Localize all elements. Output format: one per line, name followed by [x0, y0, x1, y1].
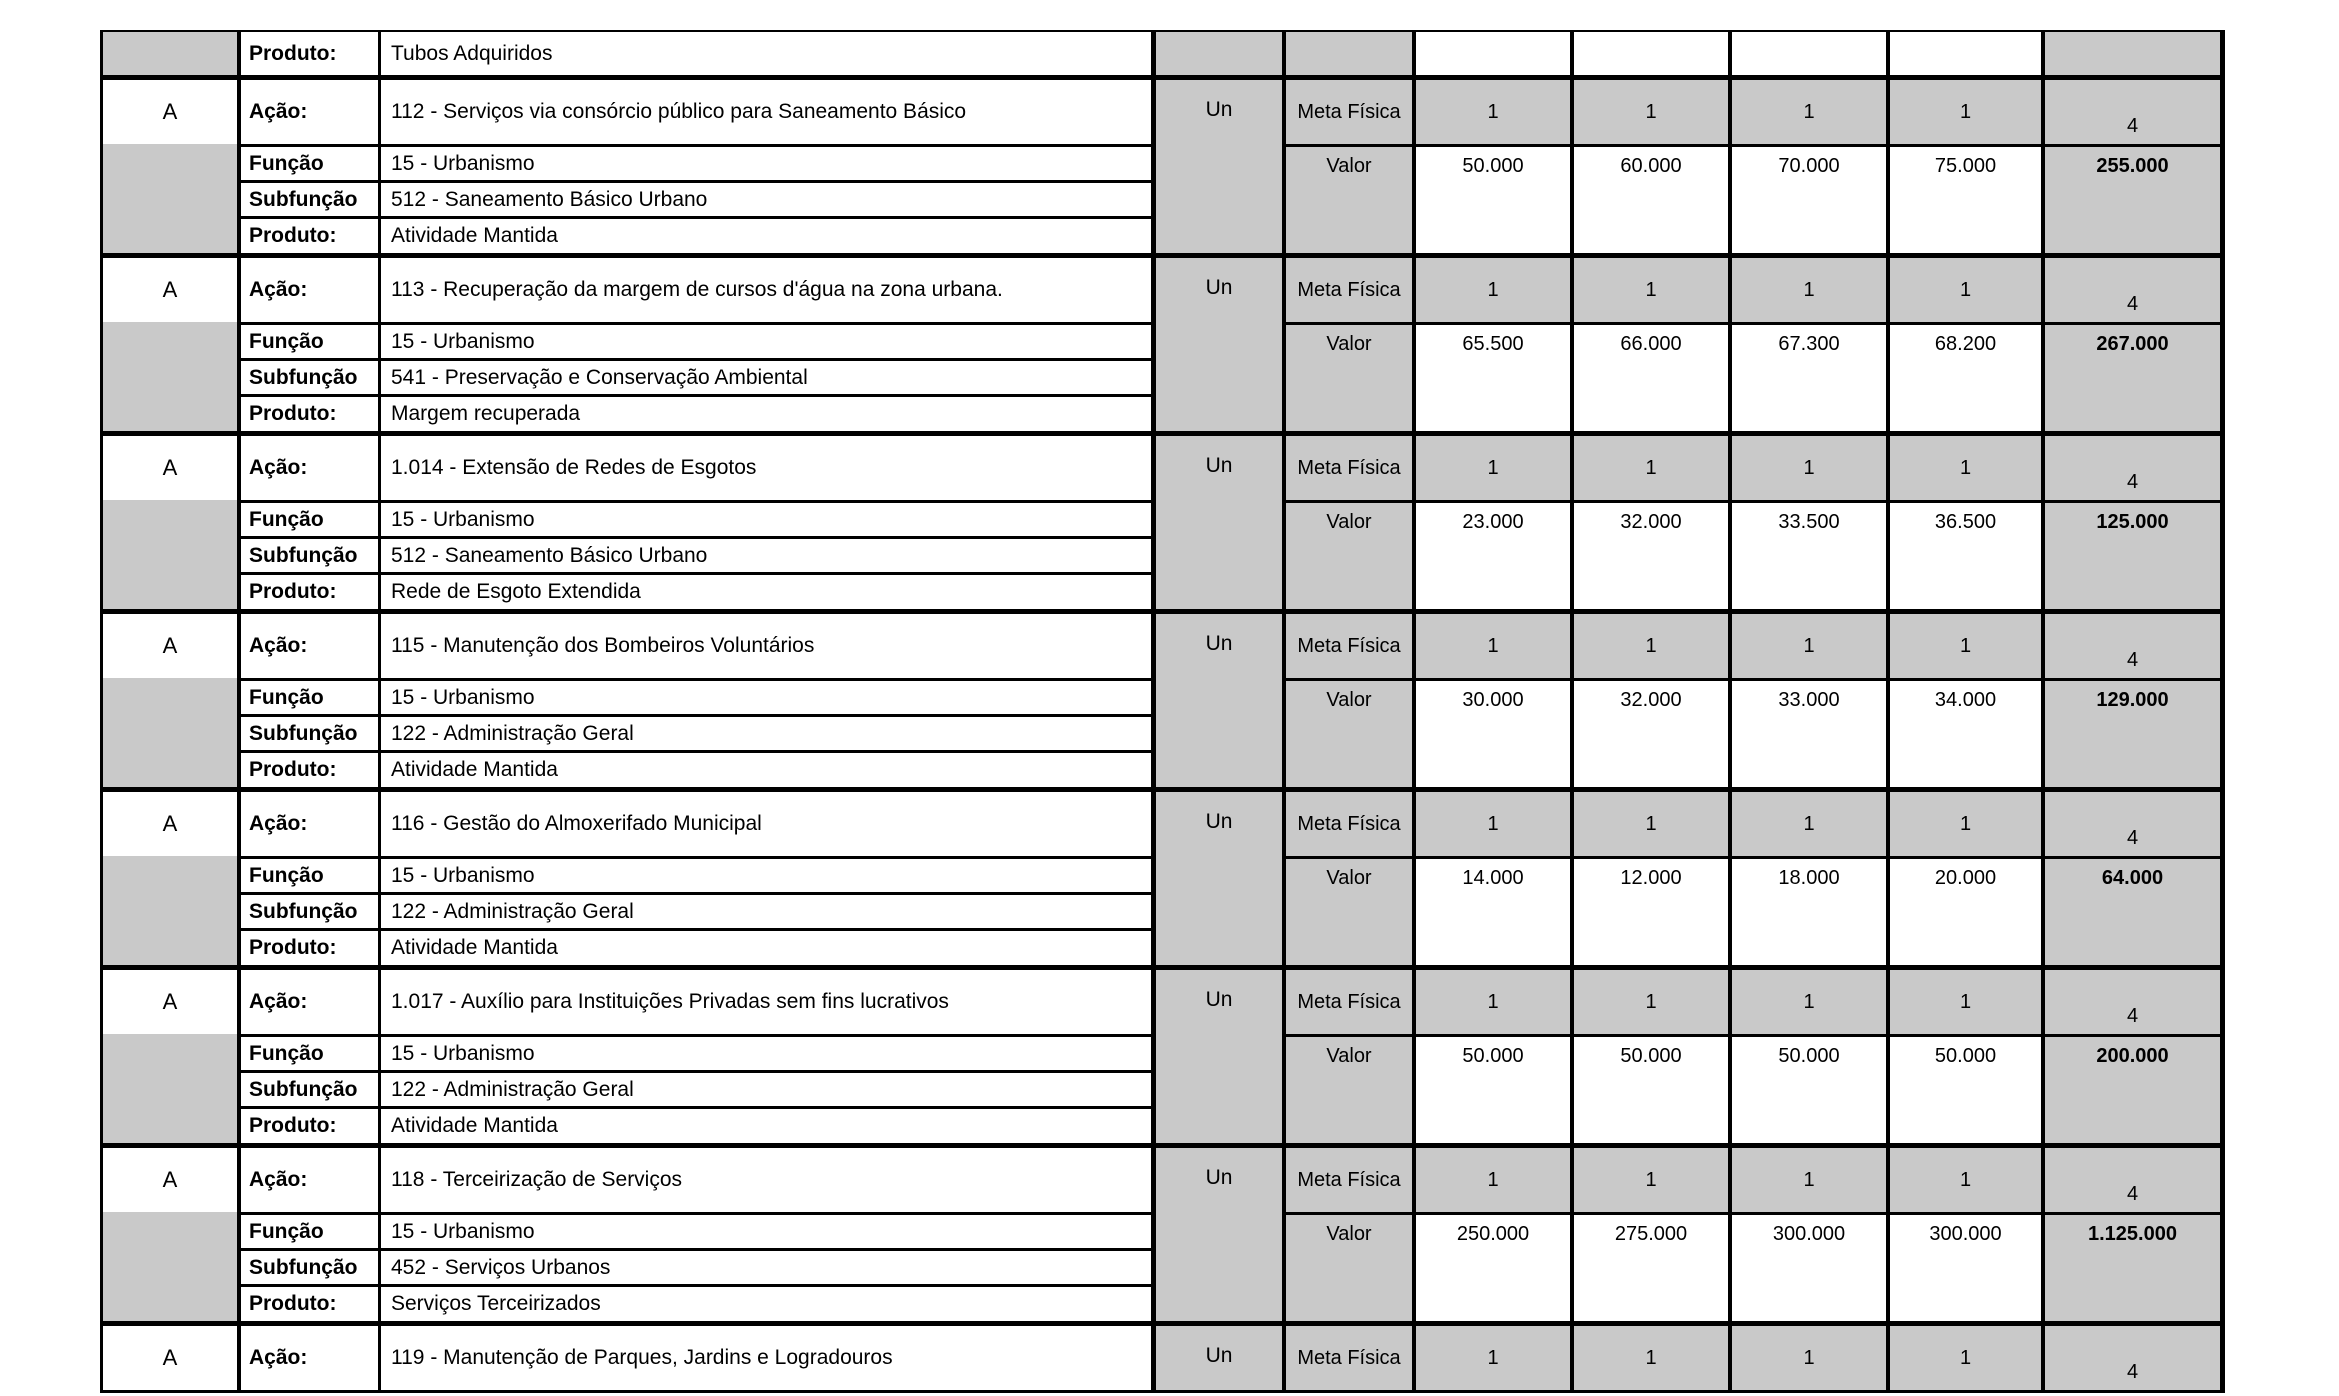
- meta-value-4: 1: [1890, 1148, 2045, 1212]
- valor-value-2: 275.000: [1574, 1212, 1732, 1321]
- subfunction-label: Subfunção: [241, 536, 381, 572]
- function-label: Função: [241, 856, 381, 892]
- valor-value-3: 70.000: [1732, 144, 1890, 253]
- table-body: [103, 75, 2225, 1321]
- indicator-cell: A: [103, 258, 241, 322]
- action-description: 112 - Serviços via consórcio público para Saneamento Básico: [381, 80, 1156, 144]
- meta-value-1: 1: [1416, 436, 1574, 500]
- indicator-cell: A: [103, 970, 241, 1034]
- unit-cell: [1156, 32, 1286, 75]
- unit-cell: Un: [1156, 80, 1286, 253]
- meta-value-2: 1: [1574, 1148, 1732, 1212]
- value-cell-1: [1416, 32, 1574, 75]
- action-block: [103, 75, 2225, 253]
- meta-fisica-label: Meta Física: [1286, 792, 1416, 856]
- valor-total: 129.000: [2045, 678, 2225, 787]
- action-label: Ação:: [241, 970, 381, 1034]
- valor-value-3: 67.300: [1732, 322, 1890, 431]
- product-label: Produto:: [241, 394, 381, 431]
- valor-total: 267.000: [2045, 322, 2225, 431]
- indicator-cell: A: [103, 436, 241, 500]
- subfunction-value: 541 - Preservação e Conservação Ambiental: [381, 358, 1156, 394]
- valor-value-4: 20.000: [1890, 856, 2045, 965]
- meta-value-3: 1: [1732, 792, 1890, 856]
- valor-value-4: 34.000: [1890, 678, 2045, 787]
- valor-total: 125.000: [2045, 500, 2225, 609]
- valor-label: Valor: [1286, 144, 1416, 253]
- indicator-cell: A: [103, 1148, 241, 1212]
- subfunction-label: Subfunção: [241, 358, 381, 394]
- valor-total: 200.000: [2045, 1034, 2225, 1143]
- indicator-spacer-cell: [103, 322, 241, 431]
- subfunction-value: 122 - Administração Geral: [381, 1070, 1156, 1106]
- valor-label: Valor: [1286, 500, 1416, 609]
- action-description: 116 - Gestão do Almoxerifado Municipal: [381, 792, 1156, 856]
- product-value: Serviços Terceirizados: [381, 1284, 1156, 1321]
- action-label: Ação:: [241, 1148, 381, 1212]
- meta-value-2: 1: [1574, 258, 1732, 322]
- meta-fisica-label: Meta Física: [1286, 1148, 1416, 1212]
- function-value: 15 - Urbanismo: [381, 1034, 1156, 1070]
- meta-value-3: 1: [1732, 258, 1890, 322]
- meta-value-3: 1: [1732, 1326, 1890, 1390]
- meta-fisica-label: Meta Física: [1286, 614, 1416, 678]
- valor-total: 1.125.000: [2045, 1212, 2225, 1321]
- subfunction-value: 122 - Administração Geral: [381, 892, 1156, 928]
- function-label: Função: [241, 500, 381, 536]
- meta-value-1: 1: [1416, 792, 1574, 856]
- meta-value-2: 1: [1574, 970, 1732, 1034]
- valor-label: Valor: [1286, 678, 1416, 787]
- product-label: Produto:: [241, 1284, 381, 1321]
- action-label: Ação:: [241, 436, 381, 500]
- valor-value-4: 300.000: [1890, 1212, 2045, 1321]
- meta-value-2: 1: [1574, 792, 1732, 856]
- valor-value-3: 50.000: [1732, 1034, 1890, 1143]
- function-label: Função: [241, 144, 381, 180]
- product-value: Rede de Esgoto Extendida: [381, 572, 1156, 609]
- action-block: [103, 1143, 2225, 1321]
- subfunction-label: Subfunção: [241, 1248, 381, 1284]
- valor-value-2: 32.000: [1574, 678, 1732, 787]
- meta-total: 4: [2045, 1326, 2225, 1390]
- action-block: [103, 431, 2225, 609]
- indicator-cell: A: [103, 792, 241, 856]
- unit-cell: Un: [1156, 614, 1286, 787]
- action-block: [103, 253, 2225, 431]
- function-value: 15 - Urbanismo: [381, 500, 1156, 536]
- action-label: Ação:: [241, 1326, 381, 1390]
- indicator-cell: A: [103, 80, 241, 144]
- action-label: Ação:: [241, 80, 381, 144]
- meta-value-4: 1: [1890, 614, 2045, 678]
- product-label: Produto:: [241, 1106, 381, 1143]
- meta-value-3: 1: [1732, 436, 1890, 500]
- function-value: 15 - Urbanismo: [381, 678, 1156, 714]
- meta-total: 4: [2045, 258, 2225, 322]
- valor-label: Valor: [1286, 322, 1416, 431]
- meta-fisica-label: Meta Física: [1286, 1326, 1416, 1390]
- value-cell-3: [1732, 32, 1890, 75]
- meta-value-4: 1: [1890, 792, 2045, 856]
- meta-value-3: 1: [1732, 80, 1890, 144]
- valor-value-2: 50.000: [1574, 1034, 1732, 1143]
- valor-value-1: 23.000: [1416, 500, 1574, 609]
- valor-label: Valor: [1286, 1212, 1416, 1321]
- valor-value-4: 68.200: [1890, 322, 2045, 431]
- product-value: Atividade Mantida: [381, 928, 1156, 965]
- unit-cell: Un: [1156, 436, 1286, 609]
- bottom-partial-block: [103, 1321, 2225, 1393]
- product-label: Produto:: [241, 32, 381, 75]
- valor-value-3: 33.000: [1732, 678, 1890, 787]
- subfunction-label: Subfunção: [241, 1070, 381, 1106]
- value-cell-2: [1574, 32, 1732, 75]
- valor-value-1: 50.000: [1416, 144, 1574, 253]
- valor-value-1: 14.000: [1416, 856, 1574, 965]
- indicator-cell: [103, 32, 241, 75]
- meta-value-1: 1: [1416, 1326, 1574, 1390]
- product-label: Produto:: [241, 750, 381, 787]
- meta-value-1: 1: [1416, 80, 1574, 144]
- total-cell: [2045, 32, 2225, 75]
- action-block: [103, 609, 2225, 787]
- function-value: 15 - Urbanismo: [381, 856, 1156, 892]
- subfunction-label: Subfunção: [241, 180, 381, 216]
- action-label: Ação:: [241, 792, 381, 856]
- value-cell-4: [1890, 32, 2045, 75]
- product-label: Produto:: [241, 928, 381, 965]
- meta-value-3: 1: [1732, 970, 1890, 1034]
- product-value: Tubos Adquiridos: [381, 32, 1156, 75]
- valor-value-1: 30.000: [1416, 678, 1574, 787]
- product-label: Produto:: [241, 216, 381, 253]
- function-value: 15 - Urbanismo: [381, 1212, 1156, 1248]
- valor-label: Valor: [1286, 1034, 1416, 1143]
- valor-value-1: 65.500: [1416, 322, 1574, 431]
- unit-cell: Un: [1156, 970, 1286, 1143]
- product-value: Margem recuperada: [381, 394, 1156, 431]
- action-description: 1.017 - Auxílio para Instituições Privadas sem fins lucrativos: [381, 970, 1156, 1034]
- action-description: 113 - Recuperação da margem de cursos d'água na zona urbana.: [381, 258, 1156, 322]
- action-label: Ação:: [241, 614, 381, 678]
- valor-value-2: 60.000: [1574, 144, 1732, 253]
- indicator-spacer-cell: [103, 1212, 241, 1321]
- meta-fisica-label: Meta Física: [1286, 970, 1416, 1034]
- subfunction-value: 122 - Administração Geral: [381, 714, 1156, 750]
- function-label: Função: [241, 322, 381, 358]
- meta-fisica-label: Meta Física: [1286, 436, 1416, 500]
- meta-value-2: 1: [1574, 1326, 1732, 1390]
- unit-cell: Un: [1156, 1148, 1286, 1321]
- subfunction-value: 452 - Serviços Urbanos: [381, 1248, 1156, 1284]
- indicator-cell: A: [103, 614, 241, 678]
- meta-value-2: 1: [1574, 80, 1732, 144]
- valor-total: 255.000: [2045, 144, 2225, 253]
- product-label: Produto:: [241, 572, 381, 609]
- product-value: Atividade Mantida: [381, 750, 1156, 787]
- valor-label: Valor: [1286, 856, 1416, 965]
- meta-fisica-label: Meta Física: [1286, 258, 1416, 322]
- valor-value-4: 75.000: [1890, 144, 2045, 253]
- meta-value-1: 1: [1416, 614, 1574, 678]
- valor-value-3: 18.000: [1732, 856, 1890, 965]
- subfunction-label: Subfunção: [241, 714, 381, 750]
- meta-total: 4: [2045, 614, 2225, 678]
- product-value: Atividade Mantida: [381, 216, 1156, 253]
- indicator-spacer-cell: [103, 144, 241, 253]
- unit-cell: Un: [1156, 792, 1286, 965]
- meta-value-4: 1: [1890, 436, 2045, 500]
- valor-value-2: 32.000: [1574, 500, 1732, 609]
- unit-cell: Un: [1156, 258, 1286, 431]
- valor-value-2: 12.000: [1574, 856, 1732, 965]
- meta-value-2: 1: [1574, 436, 1732, 500]
- meta-value-4: 1: [1890, 80, 2045, 144]
- meta-value-2: 1: [1574, 614, 1732, 678]
- action-block: [103, 787, 2225, 965]
- indicator-spacer-cell: [103, 856, 241, 965]
- meta-value-1: 1: [1416, 258, 1574, 322]
- meta-value-3: 1: [1732, 614, 1890, 678]
- product-value: Atividade Mantida: [381, 1106, 1156, 1143]
- valor-value-3: 33.500: [1732, 500, 1890, 609]
- action-block: [103, 965, 2225, 1143]
- valor-value-1: 250.000: [1416, 1212, 1574, 1321]
- function-label: Função: [241, 1034, 381, 1070]
- function-label: Função: [241, 678, 381, 714]
- indicator-cell: A: [103, 1326, 241, 1390]
- top-partial-row: [103, 30, 2225, 75]
- indicator-spacer-cell: [103, 678, 241, 787]
- valor-value-1: 50.000: [1416, 1034, 1574, 1143]
- valor-value-2: 66.000: [1574, 322, 1732, 431]
- valor-value-4: 36.500: [1890, 500, 2045, 609]
- indicator-spacer-cell: [103, 1034, 241, 1143]
- action-description: 115 - Manutenção dos Bombeiros Voluntários: [381, 614, 1156, 678]
- meta-value-1: 1: [1416, 1148, 1574, 1212]
- valor-value-3: 300.000: [1732, 1212, 1890, 1321]
- function-value: 15 - Urbanismo: [381, 144, 1156, 180]
- metric-label-cell: [1286, 32, 1416, 75]
- meta-total: 4: [2045, 1148, 2225, 1212]
- meta-value-3: 1: [1732, 1148, 1890, 1212]
- meta-value-4: 1: [1890, 1326, 2045, 1390]
- meta-total: 4: [2045, 436, 2225, 500]
- valor-total: 64.000: [2045, 856, 2225, 965]
- meta-value-4: 1: [1890, 970, 2045, 1034]
- meta-value-1: 1: [1416, 970, 1574, 1034]
- subfunction-label: Subfunção: [241, 892, 381, 928]
- function-value: 15 - Urbanismo: [381, 322, 1156, 358]
- meta-total: 4: [2045, 80, 2225, 144]
- action-description: 1.014 - Extensão de Redes de Esgotos: [381, 436, 1156, 500]
- valor-value-4: 50.000: [1890, 1034, 2045, 1143]
- meta-fisica-label: Meta Física: [1286, 80, 1416, 144]
- unit-cell: Un: [1156, 1326, 1286, 1390]
- indicator-spacer-cell: [103, 500, 241, 609]
- budget-table: [100, 30, 2225, 1393]
- meta-total: 4: [2045, 792, 2225, 856]
- action-label: Ação:: [241, 258, 381, 322]
- action-description: 119 - Manutenção de Parques, Jardins e Logradouros: [381, 1326, 1156, 1390]
- subfunction-value: 512 - Saneamento Básico Urbano: [381, 180, 1156, 216]
- meta-value-4: 1: [1890, 258, 2045, 322]
- meta-total: 4: [2045, 970, 2225, 1034]
- subfunction-value: 512 - Saneamento Básico Urbano: [381, 536, 1156, 572]
- function-label: Função: [241, 1212, 381, 1248]
- action-description: 118 - Terceirização de Serviços: [381, 1148, 1156, 1212]
